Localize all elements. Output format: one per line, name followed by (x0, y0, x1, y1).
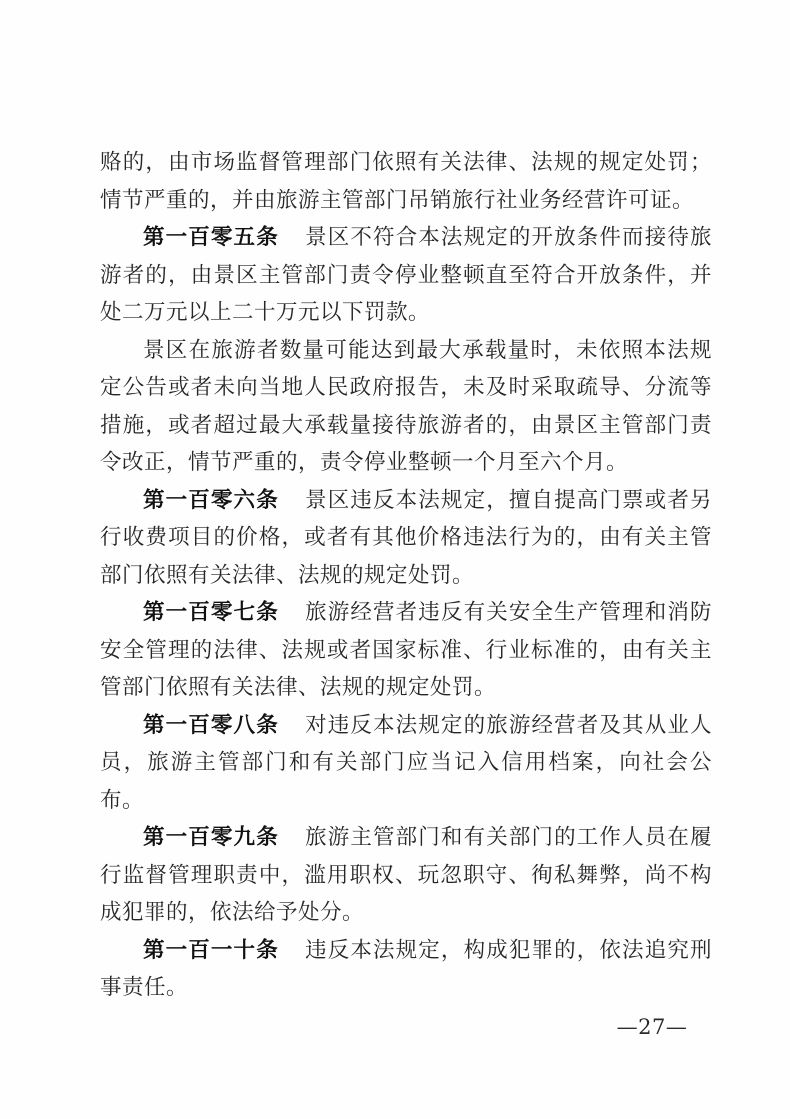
paragraph-text: 景区不符合本法规定的开放条件而接待旅游者的，由景区主管部门责令停业整顿直至符合开放条件，并处二万元以上二十万元以下罚款。 (100, 225, 712, 325)
article-109-number: 第一百零九条 (143, 825, 279, 850)
paragraph-article-109 (100, 819, 712, 932)
paragraph-text: 赂的，由市场监督管理部门依照有关法律、法规的规定处罚；情节严重的，并由旅游主管部门吊销旅行社业务经营许可证。 (100, 150, 712, 213)
paragraph-continuation (100, 144, 712, 219)
paragraph-text: 景区在旅游者数量可能达到最大承载量时，未依照本法规定公告或者未向当地人民政府报告，未及时采取疏导、分流等措施，或者超过最大承载量接待旅游者的，由景区主管部门责令改正，情节严重的，责令停业整顿一个月至六个月。 (100, 337, 712, 475)
paragraph-article-107 (100, 594, 712, 707)
document-body (100, 144, 712, 1007)
paragraph-article-105 (100, 219, 712, 332)
page-number: —27— (616, 1015, 688, 1039)
article-108-number: 第一百零八条 (143, 712, 279, 738)
paragraph-article-105-clause-2 (100, 332, 712, 482)
article-105-number: 第一百零五条 (143, 225, 279, 250)
paragraph-text: 旅游经营者违反有关安全生产管理和消防安全管理的法律、法规或者国家标准、行业标准的，由有关主管部门依照有关法律、法规的规定处罚。 (100, 600, 712, 700)
article-107-number: 第一百零七条 (143, 600, 279, 625)
article-106-number: 第一百零六条 (143, 487, 279, 513)
paragraph-article-110 (100, 932, 712, 1007)
article-110-number: 第一百一十条 (143, 937, 279, 963)
paragraph-text: 景区违反本法规定，擅自提高门票或者另行收费项目的价格，或者有其他价格违法行为的，由有关主管部门依照有关法律、法规的规定处罚。 (100, 487, 712, 588)
paragraph-article-106 (100, 482, 712, 595)
paragraph-article-108 (100, 707, 712, 820)
paragraph-text: 旅游主管部门和有关部门的工作人员在履行监督管理职责中，滥用职权、玩忽职守、徇私舞弊，尚不构成犯罪的，依法给予处分。 (100, 825, 712, 925)
paragraph-text: 违反本法规定，构成犯罪的，依法追究刑事责任。 (100, 937, 712, 1000)
paragraph-text: 对违反本法规定的旅游经营者及其从业人员，旅游主管部门和有关部门应当记入信用档案，向社会公布。 (100, 712, 712, 813)
